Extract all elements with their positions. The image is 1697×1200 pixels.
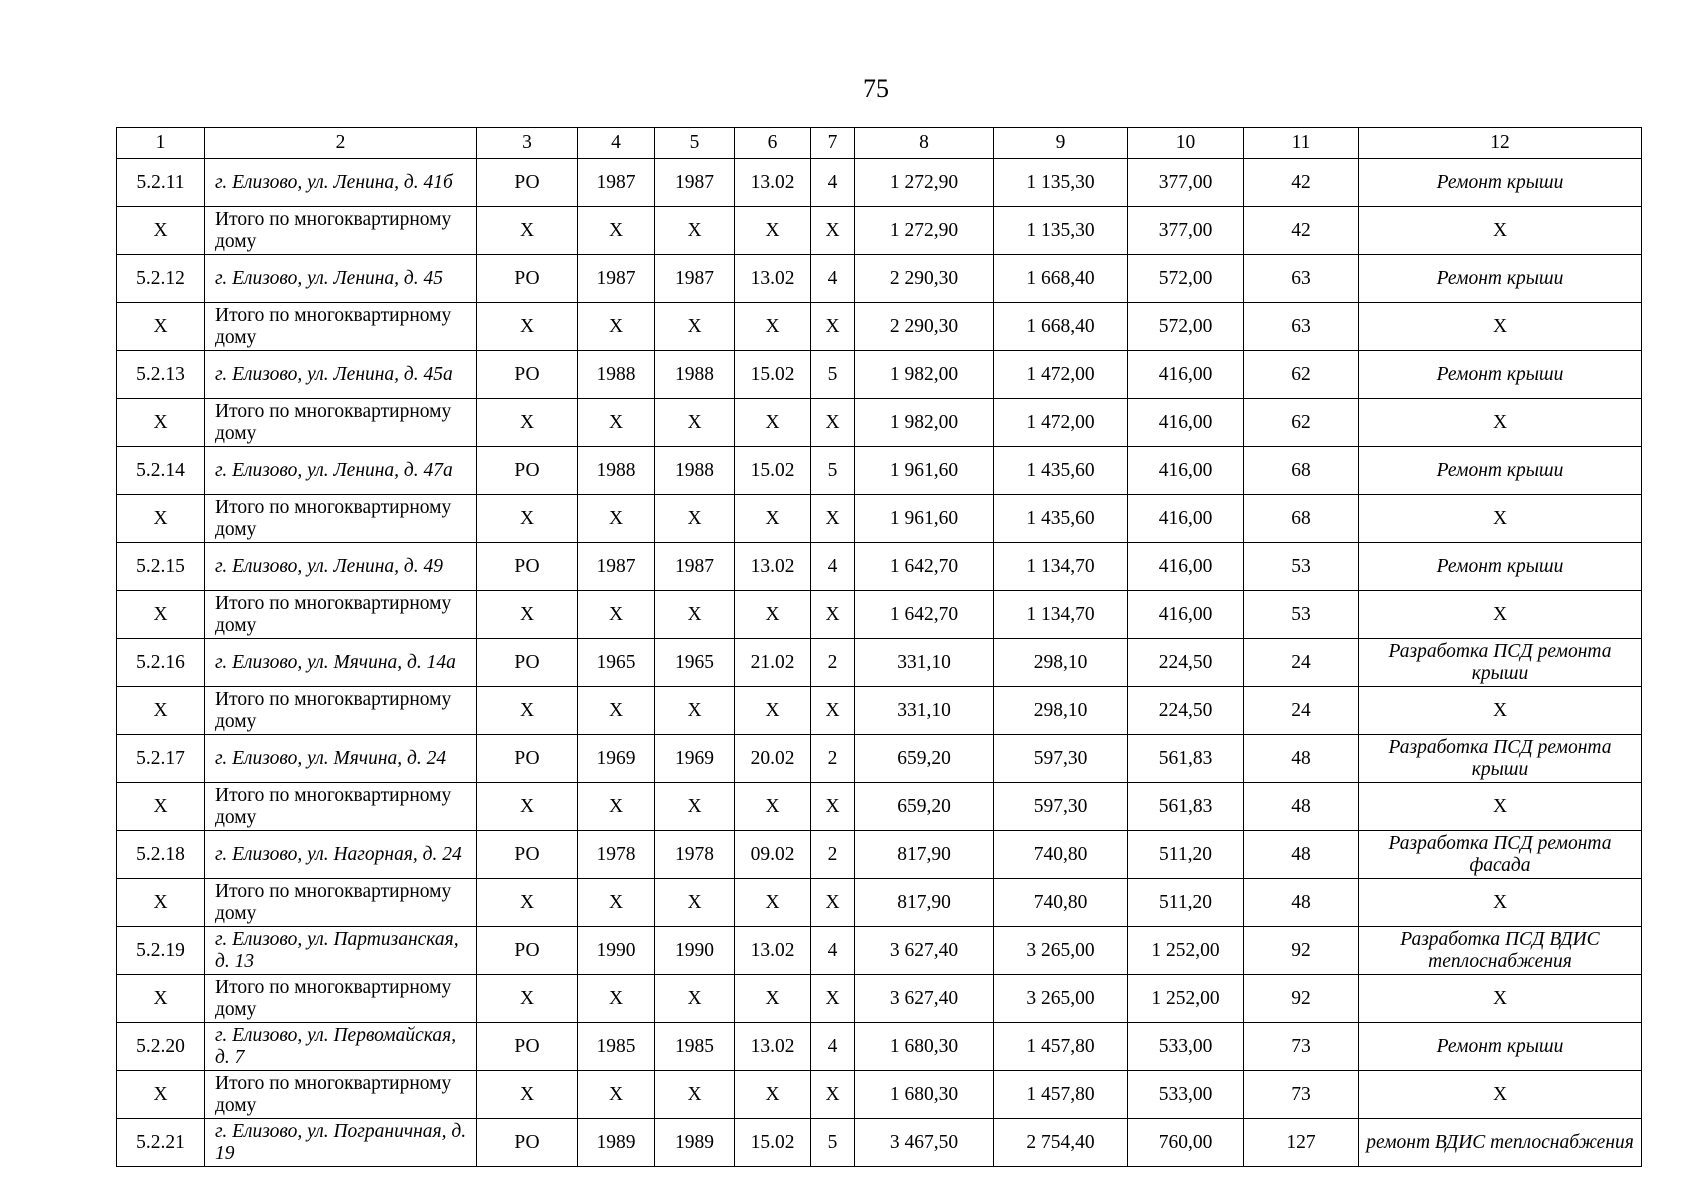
living-area-cell: 3 265,00: [994, 975, 1128, 1023]
non-living-area-cell: 533,00: [1128, 1071, 1244, 1119]
item-number-cell: 5.2.15: [117, 543, 205, 591]
floors-cell: 4: [811, 1023, 855, 1071]
address-cell: Итого по многоквартирному дому: [205, 879, 477, 927]
living-area-cell: 1 457,80: [994, 1071, 1128, 1119]
year-commissioned-cell: 1987: [655, 159, 735, 207]
floors-cell: X: [811, 783, 855, 831]
wall-material-code-cell: X: [735, 399, 811, 447]
address-cell: г. Елизово, ул. Пограничная, д. 19: [205, 1119, 477, 1167]
house-row: [117, 255, 1642, 303]
living-area-cell: 740,80: [994, 831, 1128, 879]
house-row: [117, 159, 1642, 207]
house-row: [117, 831, 1642, 879]
address-cell: Итого по многоквартирному дому: [205, 687, 477, 735]
wall-material-code-cell: 13.02: [735, 1023, 811, 1071]
column-number: 11: [1244, 128, 1359, 159]
floors-cell: X: [811, 495, 855, 543]
item-number-cell: X: [117, 687, 205, 735]
year-commissioned-cell: 1965: [655, 639, 735, 687]
living-area-cell: 1 668,40: [994, 255, 1128, 303]
house-row: [117, 1023, 1642, 1071]
owner-type-cell: РО: [477, 351, 578, 399]
year-commissioned-cell: 1987: [655, 255, 735, 303]
wall-material-code-cell: 13.02: [735, 255, 811, 303]
owner-type-cell: X: [477, 975, 578, 1023]
living-area-cell: 1 668,40: [994, 303, 1128, 351]
floors-cell: X: [811, 687, 855, 735]
owner-type-cell: X: [477, 687, 578, 735]
living-area-cell: 740,80: [994, 879, 1128, 927]
year-built-cell: X: [578, 1071, 655, 1119]
floors-cell: 4: [811, 543, 855, 591]
residents-cell: 53: [1244, 543, 1359, 591]
column-number-row: [117, 128, 1642, 159]
owner-type-cell: РО: [477, 447, 578, 495]
wall-material-code-cell: 15.02: [735, 1119, 811, 1167]
residents-cell: 62: [1244, 399, 1359, 447]
column-number: 5: [655, 128, 735, 159]
non-living-area-cell: 511,20: [1128, 879, 1244, 927]
year-built-cell: 1989: [578, 1119, 655, 1167]
address-cell: г. Елизово, ул. Ленина, д. 45: [205, 255, 477, 303]
total-area-cell: 1 961,60: [855, 495, 994, 543]
living-area-cell: 1 134,70: [994, 591, 1128, 639]
address-cell: г. Елизово, ул. Мячина, д. 24: [205, 735, 477, 783]
non-living-area-cell: 377,00: [1128, 207, 1244, 255]
floors-cell: 4: [811, 159, 855, 207]
total-area-cell: 1 272,90: [855, 159, 994, 207]
item-number-cell: 5.2.19: [117, 927, 205, 975]
wall-material-code-cell: 21.02: [735, 639, 811, 687]
total-area-cell: 817,90: [855, 831, 994, 879]
non-living-area-cell: 760,00: [1128, 1119, 1244, 1167]
total-row: [117, 687, 1642, 735]
address-cell: Итого по многоквартирному дому: [205, 1071, 477, 1119]
year-built-cell: X: [578, 399, 655, 447]
residents-cell: 53: [1244, 591, 1359, 639]
total-area-cell: 1 642,70: [855, 591, 994, 639]
owner-type-cell: РО: [477, 639, 578, 687]
work-type-cell: ремонт ВДИС теплоснабжения: [1359, 1119, 1642, 1167]
work-type-cell: Разработка ПСД ремонта фасада: [1359, 831, 1642, 879]
owner-type-cell: РО: [477, 159, 578, 207]
year-commissioned-cell: 1969: [655, 735, 735, 783]
column-number: 7: [811, 128, 855, 159]
living-area-cell: 597,30: [994, 735, 1128, 783]
work-type-cell: X: [1359, 207, 1642, 255]
non-living-area-cell: 224,50: [1128, 687, 1244, 735]
year-built-cell: X: [578, 783, 655, 831]
year-built-cell: X: [578, 495, 655, 543]
year-built-cell: 1987: [578, 543, 655, 591]
item-number-cell: X: [117, 399, 205, 447]
work-type-cell: X: [1359, 303, 1642, 351]
total-row: [117, 591, 1642, 639]
work-type-cell: Ремонт крыши: [1359, 543, 1642, 591]
residents-cell: 62: [1244, 351, 1359, 399]
year-built-cell: X: [578, 207, 655, 255]
year-built-cell: 1965: [578, 639, 655, 687]
living-area-cell: 1 135,30: [994, 207, 1128, 255]
item-number-cell: 5.2.11: [117, 159, 205, 207]
residents-cell: 48: [1244, 879, 1359, 927]
year-built-cell: X: [578, 879, 655, 927]
residents-cell: 92: [1244, 975, 1359, 1023]
residents-cell: 73: [1244, 1023, 1359, 1071]
total-area-cell: 1 680,30: [855, 1071, 994, 1119]
house-row: [117, 927, 1642, 975]
total-area-cell: 1 982,00: [855, 351, 994, 399]
work-type-cell: Ремонт крыши: [1359, 255, 1642, 303]
year-commissioned-cell: 1988: [655, 447, 735, 495]
living-area-cell: 3 265,00: [994, 927, 1128, 975]
house-row: [117, 639, 1642, 687]
item-number-cell: X: [117, 783, 205, 831]
address-cell: Итого по многоквартирному дому: [205, 591, 477, 639]
year-built-cell: 1988: [578, 447, 655, 495]
item-number-cell: X: [117, 975, 205, 1023]
non-living-area-cell: 377,00: [1128, 159, 1244, 207]
year-built-cell: 1988: [578, 351, 655, 399]
year-commissioned-cell: X: [655, 207, 735, 255]
floors-cell: 2: [811, 639, 855, 687]
non-living-area-cell: 572,00: [1128, 255, 1244, 303]
year-built-cell: 1990: [578, 927, 655, 975]
total-area-cell: 1 982,00: [855, 399, 994, 447]
item-number-cell: X: [117, 879, 205, 927]
work-type-cell: Ремонт крыши: [1359, 447, 1642, 495]
floors-cell: X: [811, 879, 855, 927]
residents-cell: 48: [1244, 831, 1359, 879]
total-row: [117, 495, 1642, 543]
wall-material-code-cell: 13.02: [735, 159, 811, 207]
column-number: 2: [205, 128, 477, 159]
living-area-cell: 1 457,80: [994, 1023, 1128, 1071]
residents-cell: 24: [1244, 687, 1359, 735]
wall-material-code-cell: 13.02: [735, 543, 811, 591]
residents-cell: 127: [1244, 1119, 1359, 1167]
total-row: [117, 975, 1642, 1023]
work-type-cell: X: [1359, 591, 1642, 639]
non-living-area-cell: 1 252,00: [1128, 975, 1244, 1023]
owner-type-cell: РО: [477, 1119, 578, 1167]
wall-material-code-cell: 09.02: [735, 831, 811, 879]
item-number-cell: 5.2.12: [117, 255, 205, 303]
owner-type-cell: РО: [477, 543, 578, 591]
column-number: 10: [1128, 128, 1244, 159]
year-commissioned-cell: X: [655, 399, 735, 447]
house-row: [117, 1119, 1642, 1167]
wall-material-code-cell: 15.02: [735, 447, 811, 495]
living-area-cell: 1 472,00: [994, 399, 1128, 447]
floors-cell: X: [811, 303, 855, 351]
living-area-cell: 1 435,60: [994, 495, 1128, 543]
total-row: [117, 783, 1642, 831]
living-area-cell: 298,10: [994, 687, 1128, 735]
wall-material-code-cell: X: [735, 495, 811, 543]
total-area-cell: 3 467,50: [855, 1119, 994, 1167]
total-row: [117, 399, 1642, 447]
residents-cell: 68: [1244, 495, 1359, 543]
living-area-cell: 597,30: [994, 783, 1128, 831]
item-number-cell: 5.2.18: [117, 831, 205, 879]
floors-cell: 2: [811, 735, 855, 783]
owner-type-cell: X: [477, 303, 578, 351]
total-area-cell: 1 642,70: [855, 543, 994, 591]
non-living-area-cell: 572,00: [1128, 303, 1244, 351]
non-living-area-cell: 416,00: [1128, 447, 1244, 495]
address-cell: Итого по многоквартирному дому: [205, 207, 477, 255]
address-cell: Итого по многоквартирному дому: [205, 303, 477, 351]
work-type-cell: X: [1359, 879, 1642, 927]
year-commissioned-cell: X: [655, 687, 735, 735]
floors-cell: X: [811, 975, 855, 1023]
residents-cell: 73: [1244, 1071, 1359, 1119]
non-living-area-cell: 561,83: [1128, 735, 1244, 783]
address-cell: г. Елизово, ул. Ленина, д. 45а: [205, 351, 477, 399]
residents-cell: 48: [1244, 735, 1359, 783]
total-row: [117, 1071, 1642, 1119]
work-type-cell: Ремонт крыши: [1359, 1023, 1642, 1071]
wall-material-code-cell: X: [735, 591, 811, 639]
column-number: 9: [994, 128, 1128, 159]
address-cell: г. Елизово, ул. Ленина, д. 41б: [205, 159, 477, 207]
floors-cell: 2: [811, 831, 855, 879]
floors-cell: X: [811, 399, 855, 447]
year-built-cell: X: [578, 303, 655, 351]
item-number-cell: X: [117, 207, 205, 255]
total-area-cell: 2 290,30: [855, 303, 994, 351]
floors-cell: 5: [811, 447, 855, 495]
item-number-cell: 5.2.20: [117, 1023, 205, 1071]
address-cell: г. Елизово, ул. Мячина, д. 14а: [205, 639, 477, 687]
year-commissioned-cell: 1985: [655, 1023, 735, 1071]
work-type-cell: Разработка ПСД ВДИС теплоснабжения: [1359, 927, 1642, 975]
owner-type-cell: X: [477, 207, 578, 255]
floors-cell: 5: [811, 1119, 855, 1167]
address-cell: г. Елизово, ул. Нагорная, д. 24: [205, 831, 477, 879]
item-number-cell: X: [117, 303, 205, 351]
work-type-cell: X: [1359, 975, 1642, 1023]
owner-type-cell: X: [477, 591, 578, 639]
year-built-cell: 1987: [578, 255, 655, 303]
column-number: 12: [1359, 128, 1642, 159]
work-type-cell: X: [1359, 399, 1642, 447]
wall-material-code-cell: X: [735, 1071, 811, 1119]
living-area-cell: 1 134,70: [994, 543, 1128, 591]
year-commissioned-cell: 1987: [655, 543, 735, 591]
residents-cell: 24: [1244, 639, 1359, 687]
floors-cell: 5: [811, 351, 855, 399]
non-living-area-cell: 416,00: [1128, 351, 1244, 399]
wall-material-code-cell: X: [735, 207, 811, 255]
capital-repair-table: [116, 127, 1642, 1167]
work-type-cell: X: [1359, 1071, 1642, 1119]
year-commissioned-cell: X: [655, 879, 735, 927]
living-area-cell: 298,10: [994, 639, 1128, 687]
column-number: 6: [735, 128, 811, 159]
owner-type-cell: РО: [477, 831, 578, 879]
wall-material-code-cell: 13.02: [735, 927, 811, 975]
non-living-area-cell: 533,00: [1128, 1023, 1244, 1071]
living-area-cell: 2 754,40: [994, 1119, 1128, 1167]
address-cell: Итого по многоквартирному дому: [205, 495, 477, 543]
living-area-cell: 1 135,30: [994, 159, 1128, 207]
owner-type-cell: X: [477, 879, 578, 927]
total-area-cell: 3 627,40: [855, 975, 994, 1023]
total-area-cell: 331,10: [855, 639, 994, 687]
residents-cell: 42: [1244, 207, 1359, 255]
item-number-cell: 5.2.14: [117, 447, 205, 495]
year-commissioned-cell: 1990: [655, 927, 735, 975]
column-number: 8: [855, 128, 994, 159]
owner-type-cell: X: [477, 1071, 578, 1119]
work-type-cell: X: [1359, 495, 1642, 543]
house-row: [117, 351, 1642, 399]
non-living-area-cell: 1 252,00: [1128, 927, 1244, 975]
owner-type-cell: РО: [477, 255, 578, 303]
year-built-cell: X: [578, 591, 655, 639]
non-living-area-cell: 224,50: [1128, 639, 1244, 687]
year-built-cell: 1969: [578, 735, 655, 783]
work-type-cell: Разработка ПСД ремонта крыши: [1359, 639, 1642, 687]
year-commissioned-cell: X: [655, 591, 735, 639]
residents-cell: 68: [1244, 447, 1359, 495]
house-row: [117, 543, 1642, 591]
wall-material-code-cell: X: [735, 783, 811, 831]
year-built-cell: 1987: [578, 159, 655, 207]
wall-material-code-cell: X: [735, 975, 811, 1023]
column-number: 3: [477, 128, 578, 159]
work-type-cell: Ремонт крыши: [1359, 159, 1642, 207]
residents-cell: 42: [1244, 159, 1359, 207]
house-row: [117, 735, 1642, 783]
page-number: 75: [863, 74, 889, 103]
total-area-cell: 2 290,30: [855, 255, 994, 303]
year-commissioned-cell: X: [655, 783, 735, 831]
work-type-cell: Ремонт крыши: [1359, 351, 1642, 399]
address-cell: г. Елизово, ул. Ленина, д. 47а: [205, 447, 477, 495]
total-area-cell: 1 961,60: [855, 447, 994, 495]
owner-type-cell: РО: [477, 927, 578, 975]
non-living-area-cell: 561,83: [1128, 783, 1244, 831]
item-number-cell: X: [117, 495, 205, 543]
address-cell: Итого по многоквартирному дому: [205, 975, 477, 1023]
address-cell: г. Елизово, ул. Ленина, д. 49: [205, 543, 477, 591]
non-living-area-cell: 416,00: [1128, 543, 1244, 591]
year-built-cell: X: [578, 975, 655, 1023]
floors-cell: 4: [811, 255, 855, 303]
item-number-cell: 5.2.13: [117, 351, 205, 399]
living-area-cell: 1 435,60: [994, 447, 1128, 495]
wall-material-code-cell: X: [735, 303, 811, 351]
floors-cell: X: [811, 207, 855, 255]
year-commissioned-cell: 1988: [655, 351, 735, 399]
total-area-cell: 1 680,30: [855, 1023, 994, 1071]
wall-material-code-cell: 15.02: [735, 351, 811, 399]
wall-material-code-cell: X: [735, 879, 811, 927]
total-area-cell: 331,10: [855, 687, 994, 735]
wall-material-code-cell: X: [735, 687, 811, 735]
owner-type-cell: X: [477, 495, 578, 543]
total-area-cell: 659,20: [855, 783, 994, 831]
residents-cell: 63: [1244, 303, 1359, 351]
owner-type-cell: РО: [477, 735, 578, 783]
non-living-area-cell: 416,00: [1128, 399, 1244, 447]
year-commissioned-cell: X: [655, 1071, 735, 1119]
residents-cell: 92: [1244, 927, 1359, 975]
total-area-cell: 817,90: [855, 879, 994, 927]
year-commissioned-cell: 1978: [655, 831, 735, 879]
total-row: [117, 303, 1642, 351]
item-number-cell: X: [117, 1071, 205, 1119]
residents-cell: 48: [1244, 783, 1359, 831]
item-number-cell: 5.2.17: [117, 735, 205, 783]
total-area-cell: 1 272,90: [855, 207, 994, 255]
total-area-cell: 3 627,40: [855, 927, 994, 975]
year-commissioned-cell: X: [655, 303, 735, 351]
floors-cell: 4: [811, 927, 855, 975]
total-row: [117, 207, 1642, 255]
column-number: 4: [578, 128, 655, 159]
year-built-cell: 1978: [578, 831, 655, 879]
address-cell: г. Елизово, ул. Партизанская, д. 13: [205, 927, 477, 975]
total-area-cell: 659,20: [855, 735, 994, 783]
non-living-area-cell: 511,20: [1128, 831, 1244, 879]
house-row: [117, 447, 1642, 495]
item-number-cell: 5.2.16: [117, 639, 205, 687]
year-built-cell: X: [578, 687, 655, 735]
living-area-cell: 1 472,00: [994, 351, 1128, 399]
address-cell: Итого по многоквартирному дому: [205, 399, 477, 447]
residents-cell: 63: [1244, 255, 1359, 303]
owner-type-cell: РО: [477, 1023, 578, 1071]
work-type-cell: Разработка ПСД ремонта крыши: [1359, 735, 1642, 783]
non-living-area-cell: 416,00: [1128, 495, 1244, 543]
item-number-cell: X: [117, 591, 205, 639]
column-number: 1: [117, 128, 205, 159]
year-built-cell: 1985: [578, 1023, 655, 1071]
non-living-area-cell: 416,00: [1128, 591, 1244, 639]
year-commissioned-cell: 1989: [655, 1119, 735, 1167]
year-commissioned-cell: X: [655, 975, 735, 1023]
total-row: [117, 879, 1642, 927]
wall-material-code-cell: 20.02: [735, 735, 811, 783]
floors-cell: X: [811, 591, 855, 639]
item-number-cell: 5.2.21: [117, 1119, 205, 1167]
owner-type-cell: X: [477, 399, 578, 447]
owner-type-cell: X: [477, 783, 578, 831]
work-type-cell: X: [1359, 783, 1642, 831]
address-cell: г. Елизово, ул. Первомайская, д. 7: [205, 1023, 477, 1071]
address-cell: Итого по многоквартирному дому: [205, 783, 477, 831]
work-type-cell: X: [1359, 687, 1642, 735]
floors-cell: X: [811, 1071, 855, 1119]
year-commissioned-cell: X: [655, 495, 735, 543]
